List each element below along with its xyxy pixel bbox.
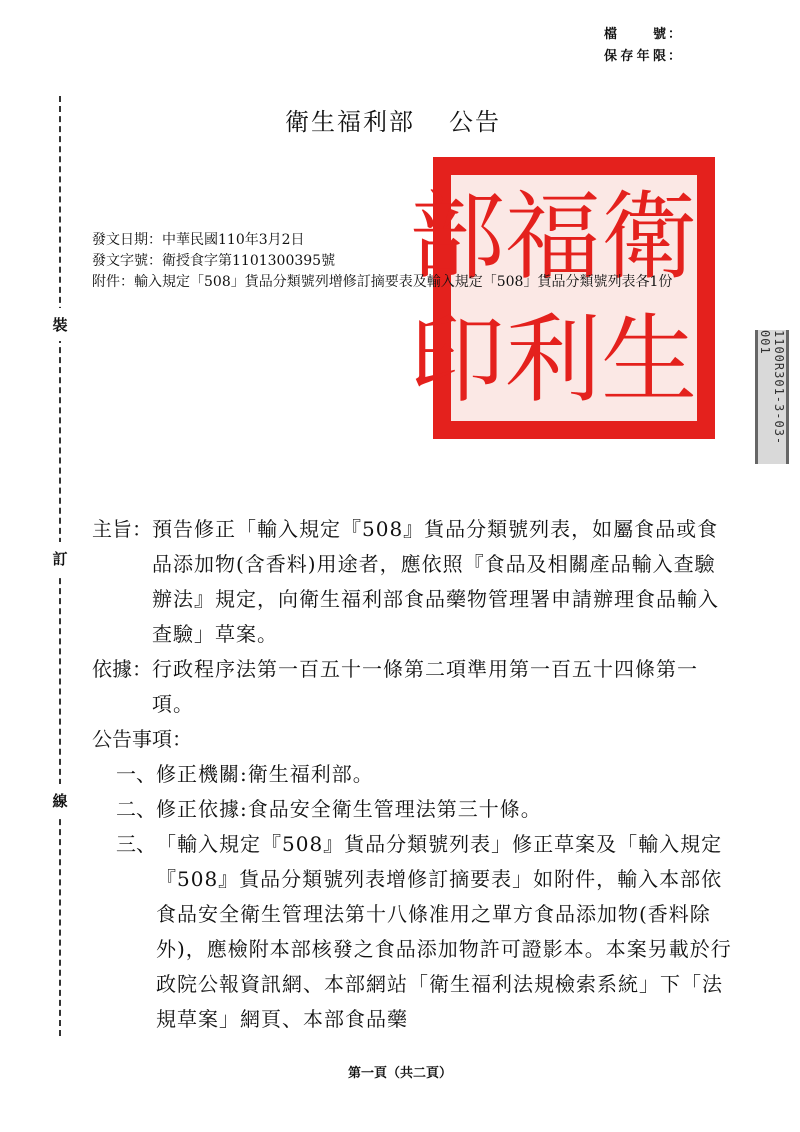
item-text: 「輸入規定『508』貨品分類號列表」修正草案及「輸入規定『508』貨品分類號列表增修訂摘要表」如附件，輸入本部依食品安全衛生管理法第十八條准用之單方食品添加物(香料除外)，應檢附本部核發之食品添加物許可證影本。本案另載於行政院公報資訊網、本部網站「衛生福利法規檢索系統」下「法規草案」網頁、本部食品藥 bbox=[156, 832, 732, 1031]
attachment-value: 輸入規定「508」貨品分類號列增修訂摘要表及輸入規定「508」貨品分類號列表各1份 bbox=[134, 274, 673, 290]
page-title bbox=[285, 102, 501, 137]
seal-char: 利 bbox=[505, 303, 601, 416]
page-footer: 第一頁（共二頁） bbox=[347, 1066, 452, 1081]
file-number-label: 檔 號 bbox=[604, 27, 666, 42]
announcement-body bbox=[92, 512, 732, 1037]
item-text: 修正機關:衛生福利部。 bbox=[156, 762, 374, 786]
basis-text: 行政程序法第一百五十一條第二項準用第一百五十四條第一項。 bbox=[152, 657, 698, 716]
attachment-label: 附件： bbox=[92, 274, 134, 290]
notice-item bbox=[116, 757, 732, 792]
retention-label: 保存年限 bbox=[604, 49, 666, 64]
subject-paragraph bbox=[92, 512, 732, 652]
seal-char: 印 bbox=[409, 303, 505, 416]
archive-info: 檔 號 ： 保存年限 ： bbox=[604, 24, 681, 68]
item-number: 一、 bbox=[116, 762, 156, 786]
subject-label: 主旨： bbox=[92, 517, 152, 541]
basis-paragraph bbox=[92, 652, 732, 722]
notice-label: 公告事項： bbox=[92, 727, 192, 751]
side-stamp: 1100R301-3-03-001 bbox=[755, 330, 789, 464]
notice-item bbox=[116, 827, 732, 1037]
item-number: 二、 bbox=[116, 797, 156, 821]
number-label: 發文字號： bbox=[92, 253, 162, 269]
title-agency: 衛生福利部 bbox=[285, 108, 415, 136]
item-text: 修正依據:食品安全衛生管理法第三十條。 bbox=[156, 797, 542, 821]
official-seal bbox=[409, 157, 715, 439]
basis-label: 依據： bbox=[92, 657, 152, 681]
date-label: 發文日期： bbox=[92, 232, 162, 248]
title-doc-type: 公告 bbox=[449, 108, 501, 136]
notice-item bbox=[116, 792, 732, 827]
seal-char: 部 bbox=[409, 180, 505, 293]
item-number: 三、 bbox=[116, 832, 156, 856]
number-value: 衛授食字第1101300395號 bbox=[162, 253, 336, 269]
seal-char: 衛 bbox=[601, 180, 697, 293]
seal-char: 生 bbox=[601, 303, 697, 416]
date-value: 中華民國110年3月2日 bbox=[162, 232, 305, 248]
subject-text: 預告修正「輸入規定『508』貨品分類號列表，如屬食品或食品添加物(含香料)用途者，應依照『食品及相關產品輸入查驗辦法』規定，向衛生福利部食品藥物管理署申請辦理食品輸入查驗」草案。 bbox=[152, 517, 719, 646]
seal-char: 福 bbox=[505, 180, 601, 293]
document-meta bbox=[92, 230, 712, 293]
binding-char-ding: 訂 bbox=[48, 542, 72, 575]
binding-char-xian: 線 bbox=[48, 784, 72, 817]
binding-char-zhuang: 裝 bbox=[48, 308, 72, 341]
